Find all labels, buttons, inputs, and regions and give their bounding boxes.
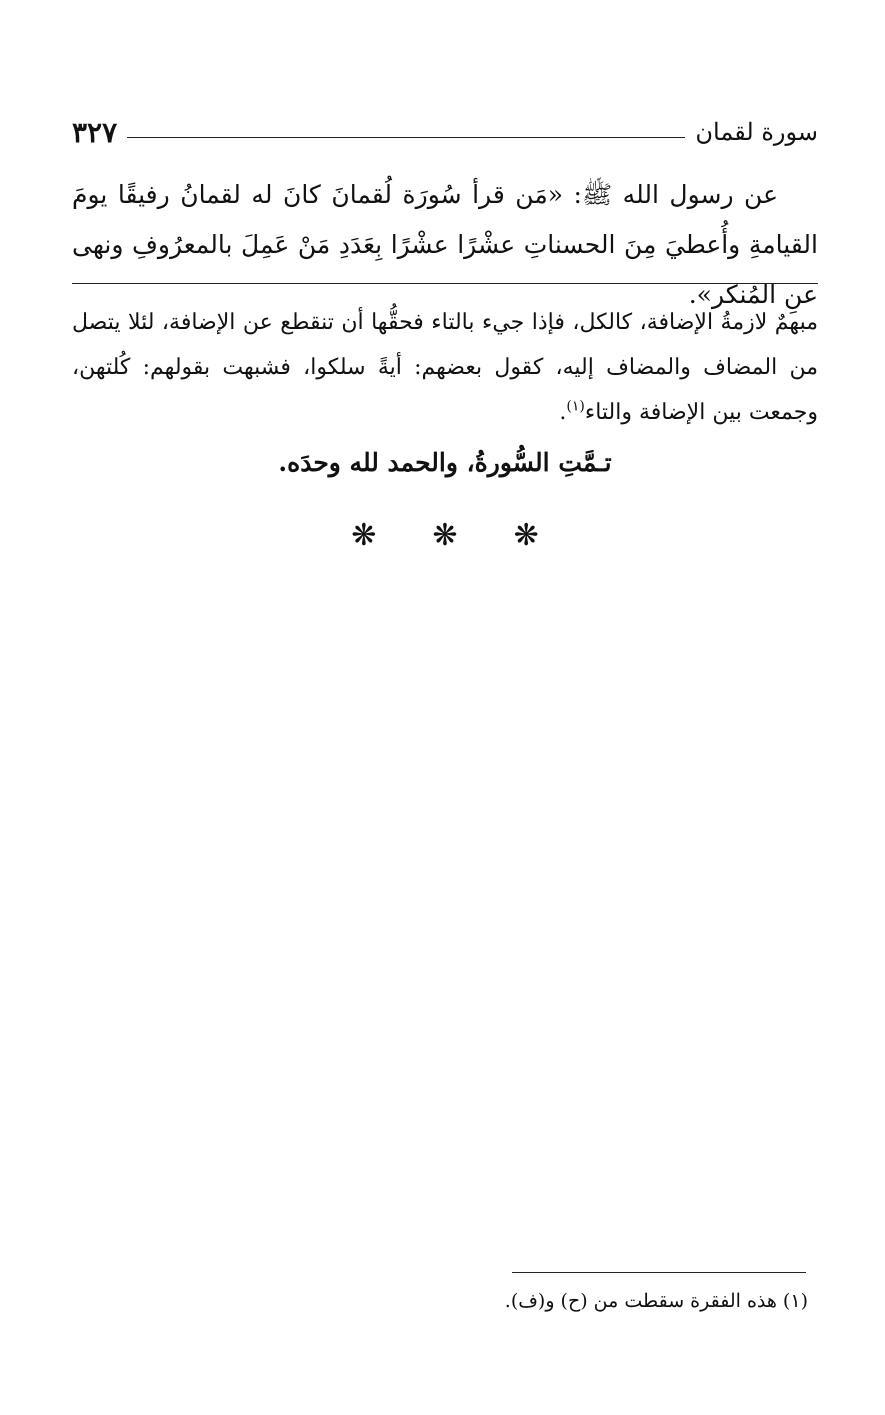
commentary-paragraph xyxy=(72,300,818,435)
star-icon: ❋ xyxy=(513,518,539,553)
commentary-text: مبهمٌ لازمةُ الإضافة، كالكل، فإذا جيء بالتاء فحقُّها أن تنقطع عن الإضافة، لئلا يتصل من المضاف والمضاف إليه، كقول بعضهم: أيةً سلكوا، فشبهت بقولهم: كُلتهن، وجمعت بين الإضافة والتاء xyxy=(72,310,818,425)
footnote-reference: (١) xyxy=(566,398,585,415)
running-header xyxy=(72,112,818,152)
footnote: (١) هذه الفقرة سقطت من (ح) و(ف). xyxy=(504,1290,808,1312)
page-number: ٣٢٧ xyxy=(72,115,118,149)
star-separator xyxy=(72,518,818,553)
hadith-paragraph: عن رسول الله ﷺ: «مَن قرأ سُورَة لُقمانَ كانَ له لقمانُ رفيقًا يومَ القيامةِ وأُعطيَ مِنَ الحسناتِ عشْرًا عشْرًا بِعَدَدِ مَنْ عَمِلَ بالمعرُوفِ ونهى عنِ المُنكر». xyxy=(72,180,818,309)
commentary-end: . xyxy=(559,400,567,425)
footnote-rule xyxy=(512,1272,806,1273)
star-icon: ❋ xyxy=(432,518,458,553)
surah-closing: تـمَّتِ السُّورةُ، والحمد لله وحدَه. xyxy=(278,448,612,477)
section-rule xyxy=(72,283,818,284)
hadith-quote xyxy=(72,170,818,320)
header-rule xyxy=(127,137,685,138)
surah-title: سورة لقمان xyxy=(695,118,818,146)
star-icon: ❋ xyxy=(351,518,377,553)
commentary xyxy=(72,300,818,435)
